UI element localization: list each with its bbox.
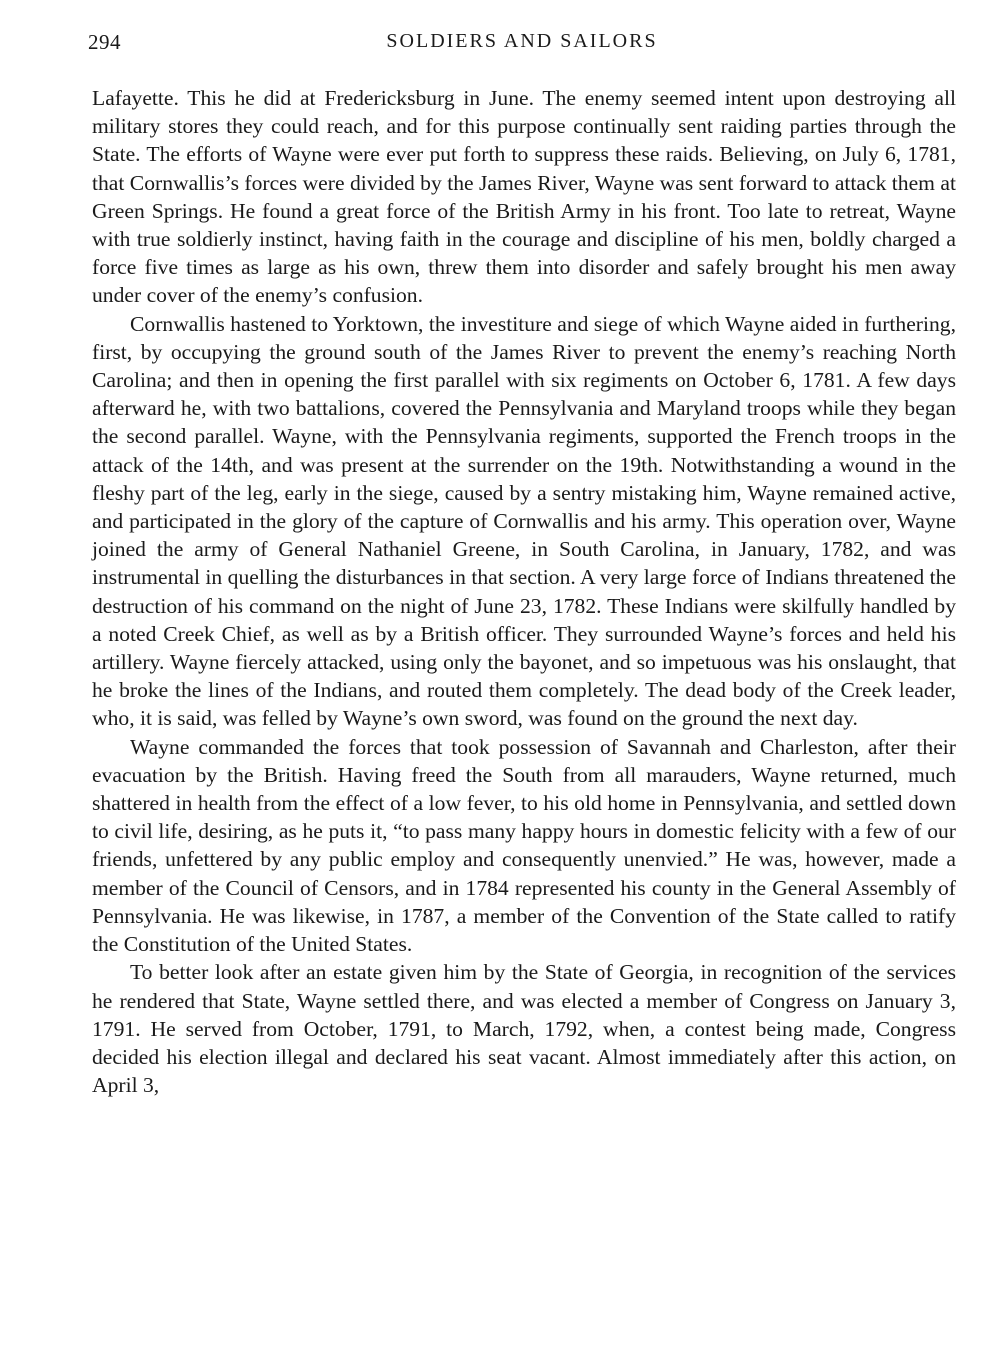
paragraph-lafayette: Lafayette. This he did at Fredericksburg in June. The enemy seemed intent upon destroying all military stores they could reach, and for this purpose continually sent raiding parties through the State. The efforts of Wayne were ever put forth to suppress these raids. Believing, on July 6, 1781, that Cornwallis’s forces were divided by the James River, Wayne was sent forward to attack them at Green Springs. He found a great force of the British Army in his front. Too late to retreat, Wayne with true soldierly instinct, having faith in the courage and discipline of his men, boldly charged a force five times as large as his own, threw them into disorder and safely brought his men away under cover of the enemy’s confusion. (92, 86, 956, 308)
running-title: SOLDIERS AND SAILORS (386, 30, 658, 52)
paragraph-georgia: To better look after an estate given him by the State of Georgia, in recognition of the services he rendered that State, Wayne settled there, and was elected a member of Congress on January 3, 1791. He served from October, 1791, to March, 1792, when, a contest being made, Congress decided his election illegal and declared his seat vacant. Almost immediately after this action, on April 3, (92, 960, 956, 1098)
page-header (88, 30, 956, 64)
page-number: 294 (88, 30, 121, 54)
paragraph-yorktown: Cornwallis hastened to Yorktown, the investiture and siege of which Wayne aided in furthering, first, by occupying the ground south of the James River to prevent the enemy’s reaching North Carolina; and then in opening the first parallel with six regiments on October 6, 1781. A few days afterward he, with two battalions, covered the Pennsylvania and Maryland troops while they began the second parallel. Wayne, with the Pennsylvania regiments, supported the French troops in the attack of the 14th, and was present at the surrender on the 19th. Notwithstanding a wound in the fleshy part of the leg, early in the siege, caused by a sentry mistaking him, Wayne remained active, and participated in the glory of the capture of Cornwallis and his army. This operation over, Wayne joined the army of General Nathaniel Greene, in South Carolina, in January, 1782, and was instrumental in quelling the disturbances in that section. A very large force of Indians threatened the destruction of his command on the night of June 23, 1782. These Indians were skilfully handled by a noted Creek Chief, as well as by a British officer. They surrounded Wayne’s forces and held his artillery. Wayne fiercely attacked, using only the bayonet, and so impetuous was his onslaught, that he broke the lines of the Indians, and routed them completely. The dead body of the Creek leader, who, it is said, was felled by Wayne’s own sword, was found on the ground the next day. (92, 311, 956, 731)
body-text (92, 84, 956, 1099)
paragraph-savannah: Wayne commanded the forces that took possession of Savannah and Charleston, after their evacuation by the British. Having freed the South from all marauders, Wayne returned, much shattered in health from the effect of a low fever, to his old home in Pennsylvania, and settled down to civil life, desiring, as he puts it, “to pass many happy hours in domestic felicity with a few of our friends, unfettered by any public employ and consequently unenvied.” He was, however, made a member of the Council of Censors, and in 1784 represented his county in the General Assembly of Pennsylvania. He was likewise, in 1787, a member of the Convention of the State called to ratify the Constitution of the United States. (92, 734, 956, 957)
